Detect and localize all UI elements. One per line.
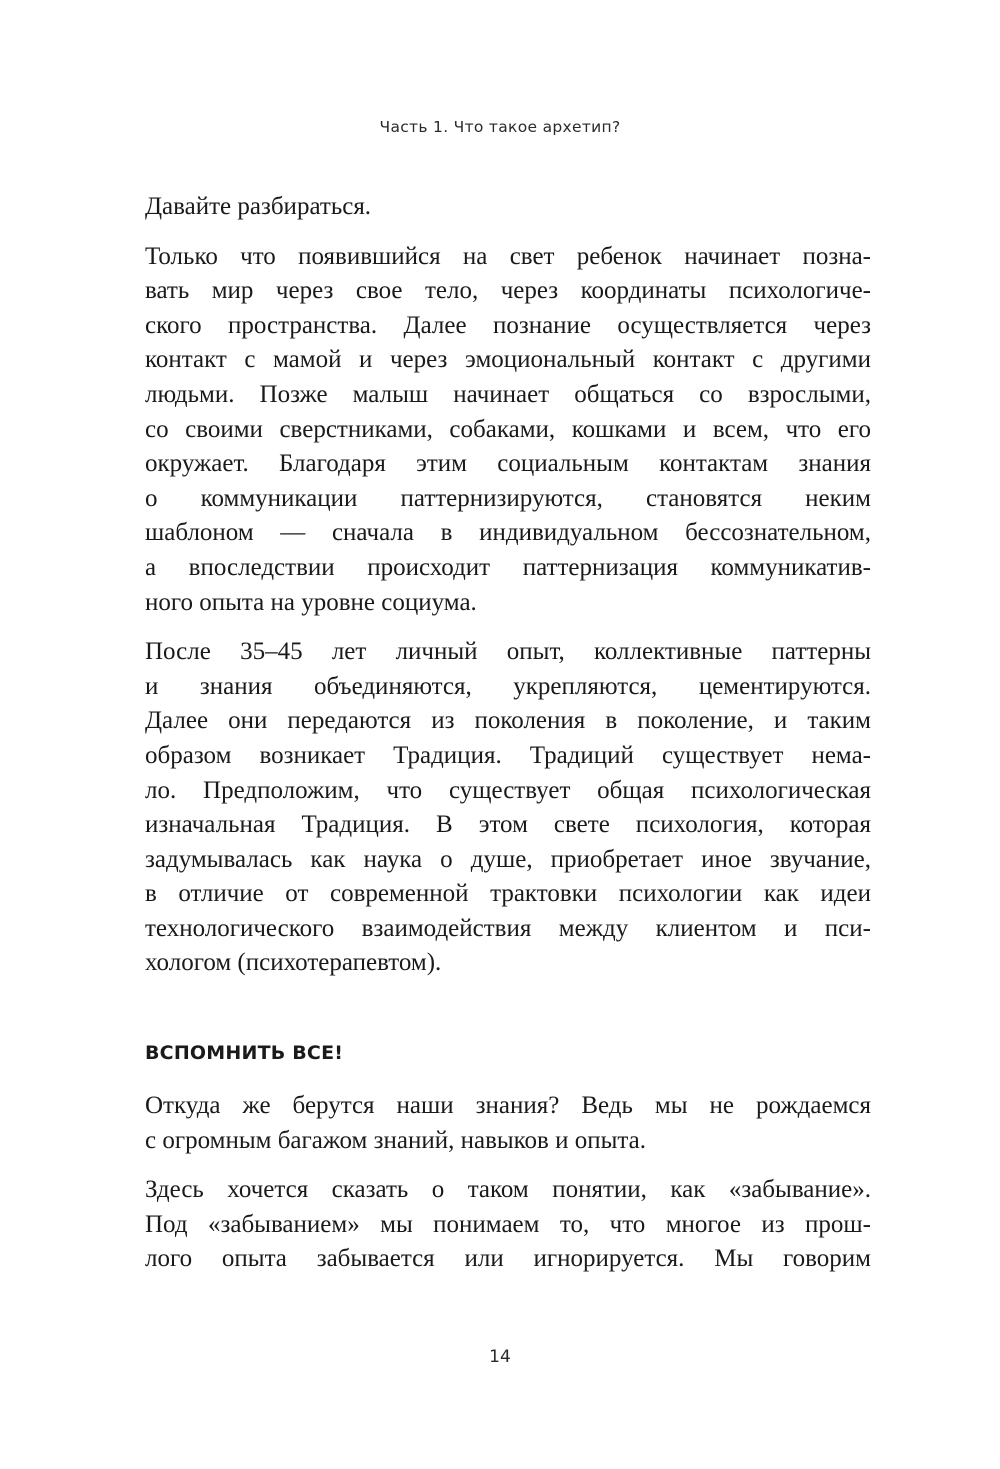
text-line: Только что появившийся на свет ребенок начинает позна-: [145, 242, 871, 270]
paragraph: [145, 1173, 871, 1277]
text-line: о коммуникации паттернизируются, становятся неким: [145, 484, 871, 512]
text-line: людьми. Позже малыш начинает общаться со взрослыми,: [145, 380, 871, 408]
text-line: шаблоном — сначала в индивидуальном бессознательном,: [145, 519, 871, 547]
text-line: задумывалась как наука о душе, приобретает иное звучание,: [145, 845, 871, 873]
text-line: а впоследствии происходит паттернизация коммуникатив-: [145, 553, 871, 581]
paragraph: [145, 190, 871, 225]
text-line: со своими сверстниками, собаками, кошками и всем, что его: [145, 415, 871, 443]
text-line: в отличие от современной трактовки психологии как идеи: [145, 880, 871, 908]
paragraph: [145, 635, 871, 981]
text-line: хологом (психотерапевтом).: [145, 949, 442, 977]
paragraphs-after: [145, 1089, 871, 1277]
text-line: образом возникает Традиция. Традиций существует нема-: [145, 741, 871, 769]
running-head: Часть 1. Что такое архетип?: [379, 118, 621, 136]
text-line: контакт с мамой и через эмоциональный контакт с другими: [145, 346, 871, 374]
text-line: ло. Предположим, что существует общая психологическая: [145, 776, 871, 804]
text-line: Под «забыванием» мы понимаем то, что многое из прош-: [145, 1210, 871, 1238]
text-line: Давайте разбираться.: [145, 193, 372, 220]
paragraphs-before: [145, 190, 871, 981]
text-line: Откуда же берутся наши знания? Ведь мы не рождаемся: [145, 1092, 871, 1120]
paragraph: [145, 1089, 871, 1158]
text-line: лого опыта забывается или игнорируется. Мы говорим: [145, 1245, 871, 1273]
body-text: [145, 190, 871, 1292]
text-line: После 35–45 лет личный опыт, коллективные паттерны: [145, 638, 871, 666]
text-line: технологического взаимодействия между клиентом и пси-: [145, 914, 871, 942]
section-heading: ВСПОМНИТЬ ВСЕ!: [145, 1042, 344, 1065]
text-line: изначальная Традиция. В этом свете психология, которая: [145, 811, 871, 839]
text-line: с огромным багажом знаний, навыков и опыта.: [145, 1126, 646, 1154]
text-line: ного опыта на уровне социума.: [145, 588, 477, 616]
text-line: окружает. Благодаря этим социальным контактам знания: [145, 450, 871, 478]
text-line: Далее они передаются из поколения в поколение, и таким: [145, 707, 871, 735]
text-line: вать мир через свое тело, через координаты психологиче-: [145, 277, 871, 305]
paragraph: [145, 240, 871, 621]
text-line: ского пространства. Далее познание осуществляется через: [145, 311, 871, 339]
text-line: и знания объединяются, укрепляются, цементируются.: [145, 672, 871, 700]
text-line: Здесь хочется сказать о таком понятии, как «забывание».: [145, 1176, 871, 1204]
page-number: 14: [489, 1347, 511, 1367]
